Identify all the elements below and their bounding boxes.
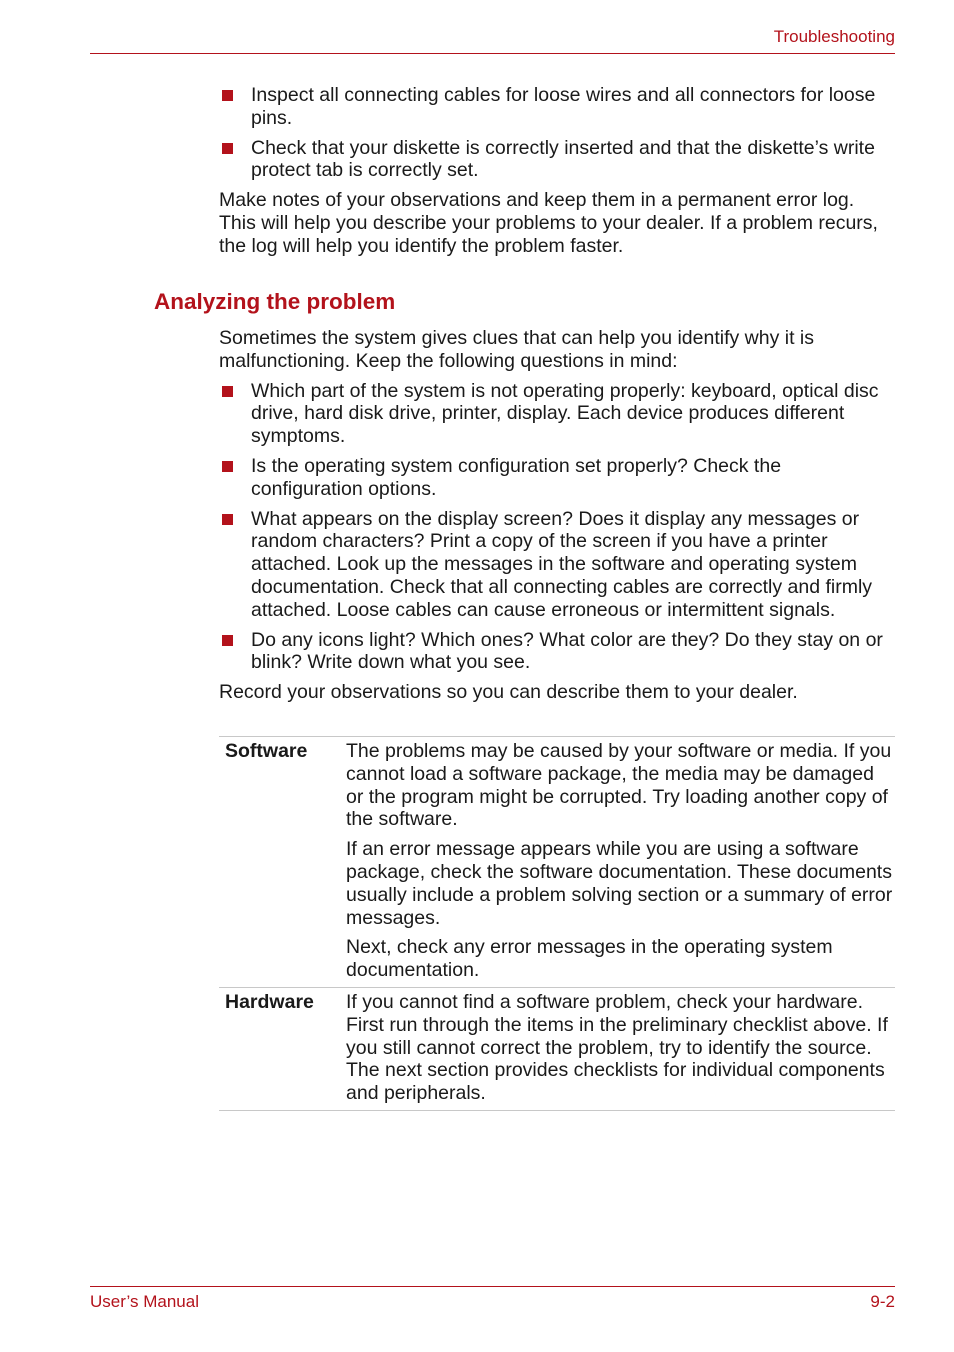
table-row-description: [346, 740, 895, 982]
header-divider: [90, 53, 895, 54]
table-paragraph: The problems may be caused by your software or media. If you cannot load a software package, the media may be damaged or the program might be corrupted. Try loading another copy of the software.: [346, 740, 892, 831]
footer-manual-title: User’s Manual: [90, 1292, 199, 1311]
section-intro-paragraph: Sometimes the system gives clues that can help you identify why it is malfunctioning. Keep the following questions in mind:: [219, 327, 815, 372]
table-row-label: Software: [225, 740, 308, 762]
table-paragraph: Next, check any error messages in the operating system documentation.: [346, 936, 833, 982]
list-item: [219, 629, 895, 675]
square-bullet-icon: [222, 386, 233, 397]
intro-paragraph: Make notes of your observations and keep them in a permanent error log. This will help you describe your problems to your dealer. If a problem recurs, the log will help you identify the problem faster.: [219, 189, 878, 257]
page-header-title: Troubleshooting: [773, 27, 895, 46]
table-row-software: [219, 736, 895, 987]
section-closing-paragraph: Record your observations so you can describe them to your dealer.: [219, 681, 798, 704]
square-bullet-icon: [222, 514, 233, 525]
square-bullet-icon: [222, 461, 233, 472]
list-item-text: Check that your diskette is correctly inserted and that the diskette’s write protect tab is correctly set.: [251, 136, 875, 182]
list-item: [219, 137, 895, 183]
footer-divider: [90, 1286, 895, 1287]
table-row-description: [346, 991, 895, 1105]
list-item-text: What appears on the display screen? Does it display any messages or random characters? Print a copy of the screen if you have a printer attached. Look up the messages in the software and operating system documentation. Check that all connecting cables are correctly and firmly attached. Loose cables can cause erroneous or intermittent signals.: [251, 507, 873, 621]
table-row-label: Hardware: [225, 990, 314, 1013]
square-bullet-icon: [222, 143, 233, 154]
section-heading: Analyzing the problem: [154, 289, 396, 314]
table-paragraph: If an error message appears while you are using a software package, check the software documentation. These documents usually include a problem solving section or a summary of error messages.: [346, 838, 893, 929]
list-item: [219, 84, 895, 130]
list-item-text: Do any icons light? Which ones? What color are they? Do they stay on or blink? Write down what you see.: [251, 628, 883, 674]
table-row-hardware: [219, 987, 895, 1111]
troubleshooting-table: [219, 736, 895, 1111]
list-item-text: Inspect all connecting cables for loose wires and all connectors for loose pins.: [251, 84, 876, 129]
table-paragraph: If you cannot find a software problem, check your hardware. First run through the items in the preliminary checklist above. If you still cannot correct the problem, try to identify the source. The next section provides checklists for individual components and peripherals.: [346, 990, 888, 1105]
list-item-text: Which part of the system is not operating properly: keyboard, optical disc drive, hard disk drive, printer, display. Each device produces different symptoms.: [251, 379, 879, 448]
list-item-text: Is the operating system configuration set properly? Check the configuration options.: [251, 454, 782, 500]
list-item: [219, 508, 895, 622]
section-body: [219, 327, 895, 711]
square-bullet-icon: [222, 635, 233, 646]
page-number: 9-2: [870, 1292, 895, 1311]
square-bullet-icon: [222, 90, 233, 101]
list-item: [219, 380, 895, 448]
intro-block: [219, 84, 895, 265]
list-item: [219, 455, 895, 501]
